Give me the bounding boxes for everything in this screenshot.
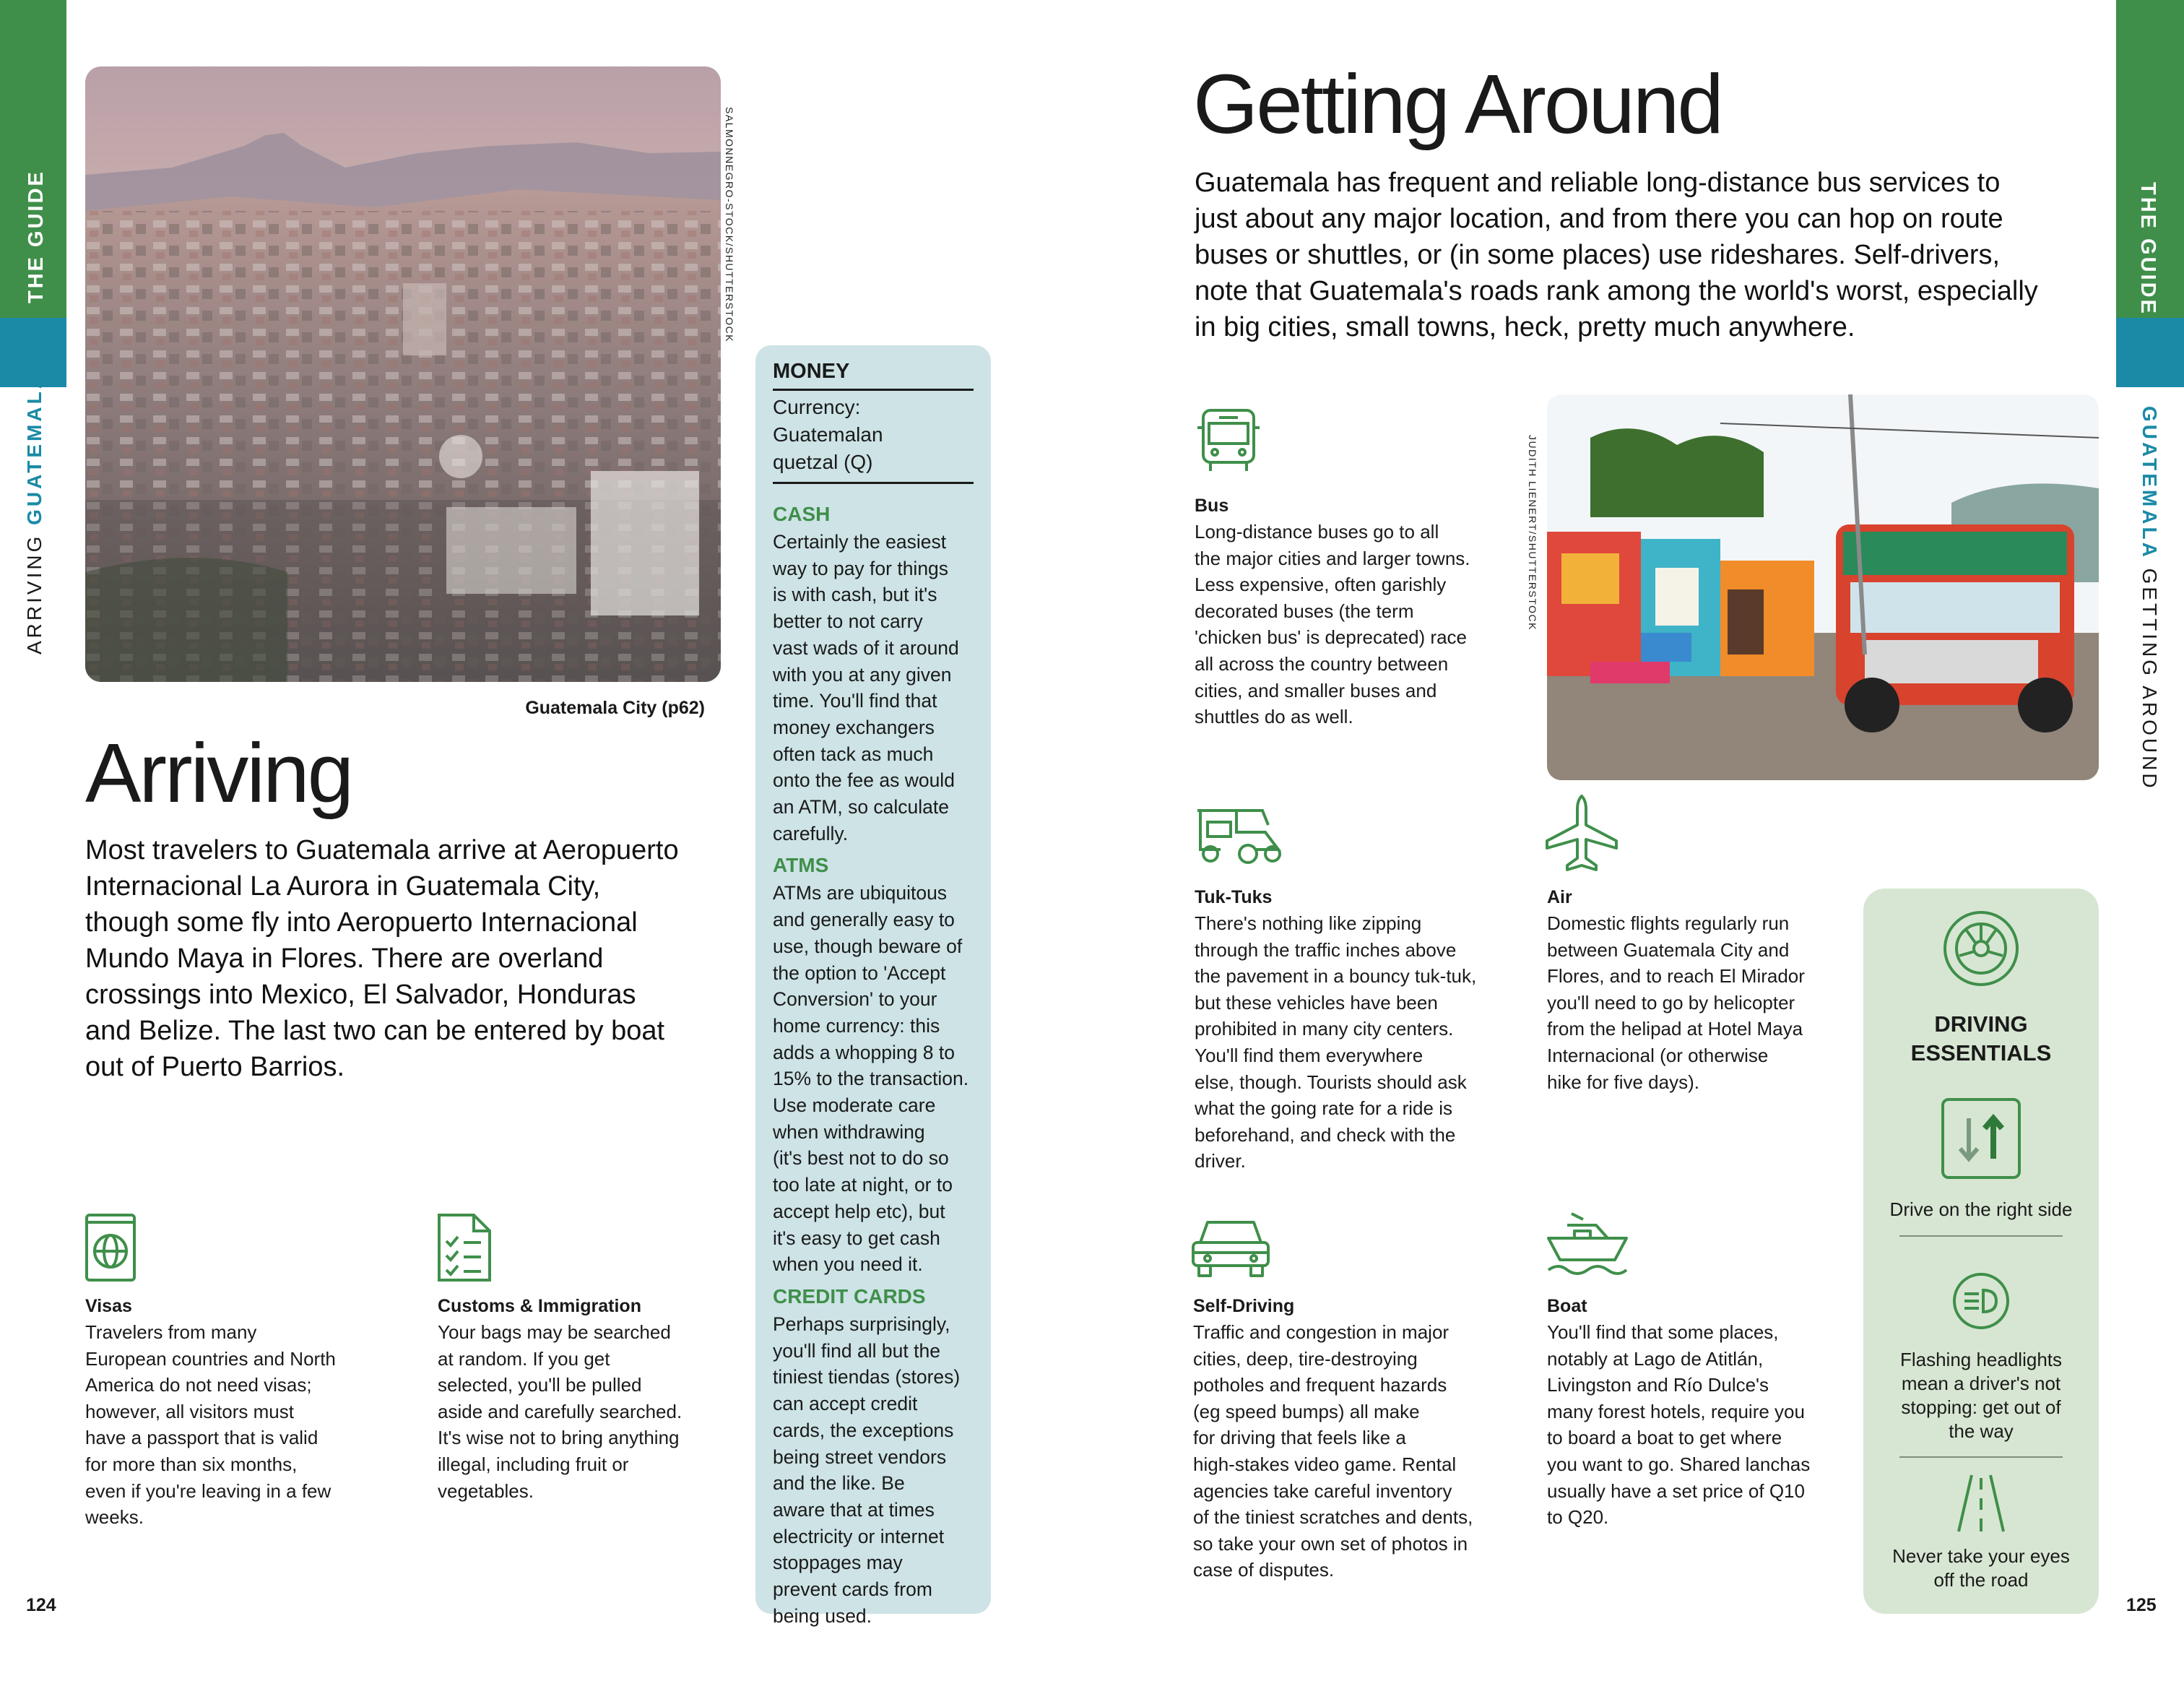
text-line: shuttles do as well. — [1195, 706, 1353, 728]
air-text — [1547, 910, 1858, 1095]
lead-line: note that Guatemala's roads rank among the world's worst, especially — [1195, 276, 2038, 306]
driving-essentials-heading — [1863, 1010, 2099, 1068]
text-line: to Q20. — [1547, 1506, 1609, 1529]
text-line: and the like. Be — [773, 1472, 905, 1495]
atms-heading: ATMS — [773, 854, 829, 877]
text-line: the way — [1949, 1420, 2014, 1442]
text-line: usually have a set price of Q10 — [1547, 1479, 1805, 1502]
text-line: but these vehicles have been — [1195, 991, 1438, 1014]
tip-divider — [1899, 1235, 2063, 1237]
road-icon — [1954, 1472, 2008, 1538]
text-line: high-stakes video game. Rental — [1193, 1453, 1457, 1475]
money-sidebar — [755, 345, 991, 1627]
text-line: beforehand, and check with the — [1195, 1123, 1456, 1146]
text-line: it's easy to get cash — [773, 1227, 940, 1249]
text-line: decorated buses (the term — [1195, 600, 1414, 622]
heading-line: DRIVING — [1934, 1011, 2028, 1037]
credit-cards-heading: CREDIT CARDS — [773, 1284, 926, 1308]
lead-line: just about any major location, and from there you can hop on route — [1195, 204, 2003, 234]
lead-line: Mundo Maya in Flores. There are overland — [85, 943, 604, 974]
text-line: money exchangers — [773, 716, 935, 738]
text-line: (it's best not to do so — [773, 1147, 949, 1170]
text-line: mean a driver's not — [1901, 1373, 2061, 1394]
cash-text — [773, 529, 974, 847]
text-line: quetzal (Q) — [773, 451, 873, 473]
text-line: You'll find that some places, — [1547, 1321, 1779, 1343]
text-line: vast wads of it around — [773, 636, 959, 659]
text-line: cities, deep, tire-destroying — [1193, 1347, 1418, 1370]
text-line: stopping: get out of — [1901, 1396, 2061, 1418]
text-line: aside and carefully searched. — [438, 1400, 682, 1422]
text-line: Certainly the easiest — [773, 531, 947, 553]
text-line: Use moderate care — [773, 1094, 936, 1117]
lead-line: crossings into Mexico, El Salvador, Honduras — [85, 980, 636, 1010]
text-line: better to not carry — [773, 610, 923, 633]
text-line: you'll find all but the — [773, 1339, 940, 1362]
text-line: all across the country between — [1195, 652, 1449, 675]
text-line: weeks. — [85, 1506, 144, 1529]
lead-line: buses or shuttles, or (in some places) use rideshares. Self-drivers, — [1195, 240, 2001, 270]
section-marker-right — [2116, 318, 2184, 387]
tip-flashing-headlights — [1878, 1348, 2084, 1443]
heading-line: ESSENTIALS — [1910, 1040, 2052, 1066]
text-line: can accept credit — [773, 1393, 918, 1415]
lead-line: Most travelers to Guatemala arrive at Aeropuerto — [85, 835, 679, 865]
headlights-icon — [1951, 1271, 2011, 1334]
tuk-tuks-title: Tuk-Tuks — [1195, 887, 1273, 907]
tuk-tuks-entry — [1195, 884, 1520, 1175]
money-heading: MONEY — [773, 357, 974, 391]
text-line: you'll need to go by helicopter — [1547, 991, 1795, 1014]
text-line: accept help etc), but — [773, 1200, 945, 1222]
text-line: else, though. Tourists should ask — [1195, 1071, 1467, 1093]
text-line: aware that at times — [773, 1498, 935, 1521]
text-line: Long-distance buses go to all — [1195, 521, 1439, 543]
arriving-heading: Arriving — [85, 726, 352, 820]
tip-drive-right: Drive on the right side — [1889, 1198, 2073, 1220]
text-line: cities, and smaller buses and — [1195, 679, 1437, 701]
text-line: and generally easy to — [773, 909, 955, 931]
text-line: Your bags may be searched — [438, 1321, 671, 1343]
text-line: off the road — [1933, 1569, 2029, 1591]
text-line: what the going rate for a ride is — [1195, 1097, 1452, 1120]
text-line: Currency: Guatemalan — [773, 396, 883, 446]
text-line: selected, you'll be pulled — [438, 1374, 642, 1396]
text-line: It's wise not to bring anything — [438, 1427, 680, 1449]
text-line: an ATM, so calculate — [773, 796, 950, 818]
photo-credit-city: SALMONNEGRO-STOCK/SHUTTERSTOCK — [724, 107, 735, 343]
air-entry — [1547, 884, 1858, 1095]
text-line: Never take your eyes — [1892, 1545, 2070, 1567]
text-line: at random. If you get — [438, 1347, 610, 1370]
text-line: when you need it. — [773, 1253, 923, 1276]
text-line: when withdrawing — [773, 1120, 925, 1143]
text-line: 'chicken bus' is deprecated) race — [1195, 626, 1468, 649]
visas-text — [85, 1319, 374, 1531]
text-line: between Guatemala City and — [1547, 938, 1790, 961]
text-line: driver. — [1195, 1150, 1246, 1172]
keep-right-arrows-icon — [1940, 1097, 2022, 1184]
customs-text — [438, 1319, 727, 1504]
boat-text — [1547, 1319, 1858, 1531]
text-line: prevent cards from — [773, 1578, 932, 1601]
getting-around-heading: Getting Around — [1193, 57, 1722, 151]
self-driving-entry — [1193, 1293, 1518, 1583]
text-line: electricity or internet — [773, 1525, 945, 1547]
boat-icon — [1546, 1209, 1629, 1288]
text-line: tiniest tiendas (stores) — [773, 1366, 961, 1388]
text-line: Conversion' to your — [773, 988, 937, 1011]
text-line: cards, the exceptions — [773, 1419, 954, 1441]
text-line: for driving that feels like a — [1193, 1427, 1406, 1449]
text-line: time. You'll find that — [773, 690, 937, 712]
text-line: There's nothing like zipping — [1195, 912, 1422, 934]
lead-line: Guatemala has frequent and reliable long-distance bus services to — [1195, 168, 2001, 198]
arriving-lead — [85, 832, 735, 1085]
text-line: agencies take careful inventory — [1193, 1479, 1452, 1502]
text-line: hike for five days). — [1547, 1071, 1699, 1093]
text-line: you want to go. Shared lanchas — [1547, 1453, 1811, 1475]
text-line: even if you're leaving in a few — [85, 1479, 332, 1502]
text-line: with you at any given — [773, 663, 952, 686]
text-line: Domestic flights regularly run — [1547, 912, 1790, 934]
tip-divider — [1899, 1456, 2063, 1458]
text-line: America do not need visas; — [85, 1374, 312, 1396]
boat-title: Boat — [1547, 1296, 1587, 1316]
bus-entry — [1195, 493, 1520, 730]
text-line: the pavement in a bouncy tuk-tuk, — [1195, 965, 1477, 988]
text-line: have a passport that is valid — [85, 1427, 318, 1449]
text-line: the option to 'Accept — [773, 962, 946, 984]
tuk-tuk-icon — [1193, 803, 1283, 872]
text-line: adds a whopping 8 to — [773, 1041, 955, 1063]
section-label-right: GUATEMALA GETTING AROUND — [2138, 406, 2161, 791]
tuk-tuks-text — [1195, 910, 1520, 1175]
text-line: often tack as much — [773, 743, 934, 765]
text-line: vegetables. — [438, 1479, 534, 1502]
tip-eyes-on-road — [1878, 1544, 2084, 1592]
lead-line: out of Puerto Barrios. — [85, 1052, 345, 1082]
text-line: of the tiniest scratches and dents, — [1193, 1506, 1473, 1529]
city-photo-caption[interactable]: Guatemala City (p62) — [525, 698, 705, 718]
lead-line: though some fly into Aeropuerto Internacional — [85, 907, 638, 938]
text-line: way to pay for things — [773, 557, 949, 579]
photo-credit-bus: JUDITH LIENERT/SHUTTERSTOCK — [1527, 435, 1538, 631]
text-line: onto the fee as would — [773, 769, 955, 792]
air-title: Air — [1547, 887, 1572, 907]
text-line: home currency: this — [773, 1014, 940, 1037]
section-label-left: ARRIVING GUATEMALA — [23, 371, 46, 654]
cash-heading: CASH — [773, 503, 831, 525]
text-line: 15% to the transaction. — [773, 1068, 969, 1090]
text-line: carefully. — [773, 822, 849, 844]
text-line: Flores, and to reach El Mirador — [1547, 965, 1805, 988]
text-line: the major cities and larger towns. — [1195, 547, 1470, 569]
guide-tab-label-left: THE GUIDE — [25, 170, 48, 303]
text-line: European countries and North — [85, 1347, 336, 1370]
text-line: Traffic and congestion in major — [1193, 1321, 1450, 1343]
customs-title: Customs & Immigration — [438, 1296, 641, 1316]
visas-title: Visas — [85, 1296, 132, 1316]
text-line: use, though beware of — [773, 935, 963, 957]
text-line: illegal, including fruit or — [438, 1453, 629, 1475]
bus-text — [1195, 519, 1520, 730]
passport-icon — [84, 1212, 137, 1287]
text-line: Travelers from many — [85, 1321, 257, 1343]
text-line: potholes and frequent hazards — [1193, 1374, 1447, 1396]
lead-line: Internacional La Aurora in Guatemala City, — [85, 871, 601, 902]
page-number-left: 124 — [26, 1595, 56, 1615]
credit-cards-text — [773, 1311, 974, 1629]
atms-text — [773, 880, 974, 1278]
text-line: You'll find them everywhere — [1195, 1044, 1424, 1066]
text-line: too late at night, or to — [773, 1174, 953, 1196]
text-line: is with cash, but it's — [773, 584, 937, 606]
text-line: being used. — [773, 1604, 872, 1627]
self-driving-text — [1193, 1319, 1518, 1583]
text-line: case of disputes. — [1193, 1559, 1335, 1581]
bus-title: Bus — [1195, 496, 1229, 516]
boat-entry — [1547, 1293, 1858, 1531]
text-line: so take your own set of photos in — [1193, 1532, 1468, 1555]
lead-line: in big cities, small towns, heck, pretty much anywhere. — [1195, 312, 1855, 342]
text-line: for more than six months, — [85, 1453, 298, 1475]
visas-entry — [85, 1293, 374, 1531]
bus-icon — [1193, 406, 1264, 477]
text-line: many forest hotels, require you — [1547, 1400, 1805, 1422]
text-line: Flashing headlights — [1899, 1349, 2063, 1370]
getting-around-lead — [1195, 165, 2097, 345]
text-line: stoppages may — [773, 1552, 903, 1574]
lead-line: and Belize. The last two can be entered by boat — [85, 1016, 665, 1046]
text-line: (eg speed bumps) all make — [1193, 1400, 1420, 1422]
steering-wheel-icon — [1941, 909, 2021, 992]
self-driving-title: Self-Driving — [1193, 1296, 1295, 1316]
airplane-icon — [1544, 793, 1619, 876]
page-number-right: 125 — [2126, 1595, 2157, 1615]
customs-entry — [438, 1293, 727, 1504]
guide-tab-label-right: THE GUIDE — [2136, 182, 2159, 316]
text-line: Livingston and Río Dulce's — [1547, 1374, 1769, 1396]
text-line: prohibited in many city centers. — [1195, 1018, 1454, 1040]
text-line: from the helipad at Hotel Maya — [1547, 1018, 1803, 1040]
driving-essentials-box — [1863, 889, 2099, 1614]
text-line: Less expensive, often garishly — [1195, 574, 1447, 596]
chicken-bus-photo — [1547, 394, 2099, 780]
checklist-icon — [436, 1212, 493, 1287]
guatemala-city-photo — [85, 66, 721, 682]
car-icon — [1190, 1217, 1271, 1284]
text-line: through the traffic inches above — [1195, 938, 1457, 961]
text-line: Perhaps surprisingly, — [773, 1313, 950, 1335]
text-line: to board a boat to get where — [1547, 1427, 1782, 1449]
text-line: ATMs are ubiquitous — [773, 882, 948, 904]
currency-info — [773, 391, 974, 484]
text-line: however, all visitors must — [85, 1400, 294, 1422]
text-line: being street vendors — [773, 1446, 947, 1468]
text-line: notably at Lago de Atitlán, — [1547, 1347, 1764, 1370]
text-line: Internacional (or otherwise — [1547, 1044, 1769, 1066]
